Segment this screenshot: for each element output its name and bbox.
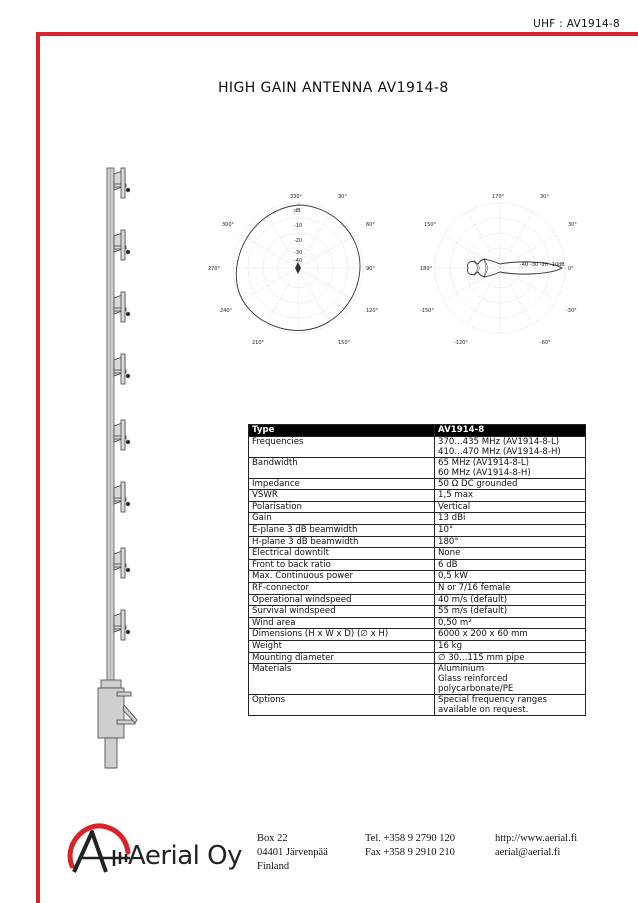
spec-value-line: Vertical [438, 501, 471, 512]
e-angle-label: 150° [338, 340, 351, 346]
spec-row [249, 524, 586, 536]
spec-value [435, 478, 586, 490]
spec-value-line: 6000 x 200 x 60 mm [438, 629, 528, 640]
spec-value [435, 664, 586, 695]
spec-label: Electrical downtilt [249, 548, 435, 560]
spec-label: Mounting diameter [249, 652, 435, 664]
spec-row [249, 536, 586, 548]
spec-value [435, 536, 586, 548]
h-db-label: -10 [550, 262, 559, 268]
h-angle-label: 170° [492, 194, 505, 200]
spec-value [435, 606, 586, 618]
header-label: UHF : AV1914-8 [533, 18, 620, 30]
spec-table [248, 424, 586, 716]
spec-label: Dimensions (H x W x D) (∅ x H) [249, 629, 435, 641]
e-db-label: -30 [294, 250, 303, 256]
spec-row [249, 695, 586, 716]
h-angle-label: -60° [540, 340, 551, 346]
spec-value [435, 548, 586, 560]
e-db-label: -40 [294, 258, 303, 264]
h-angle-label: 150° [424, 222, 437, 228]
spec-value [435, 436, 586, 457]
spec-value-line: Special frequency ranges [438, 695, 547, 706]
address-line: Finland [257, 861, 290, 872]
e-angle-label: 330° [290, 194, 303, 200]
spec-value [435, 652, 586, 664]
spec-row [249, 559, 586, 571]
spec-value-line: 40 m/s (default) [438, 594, 508, 605]
spec-label: Survival windspeed [249, 606, 435, 618]
h-angle-label: -120° [454, 340, 468, 346]
phone-line: Tel. +358 9 2790 120 [365, 833, 456, 844]
e-angle-label: 90° [366, 266, 375, 272]
spec-value-line: 0,5 kW [438, 571, 468, 582]
spec-row [249, 617, 586, 629]
spec-value-line: polycarbonate/PE [438, 684, 514, 695]
spec-value [435, 524, 586, 536]
e-db-label: -10 [294, 223, 303, 229]
spec-value-line: 55 m/s (default) [438, 606, 508, 617]
spec-value [435, 640, 586, 652]
spec-header-type: Type [249, 425, 435, 437]
header-rule [36, 32, 638, 36]
spec-value-line: 1,5 max [438, 490, 474, 501]
spec-value-line: None [438, 548, 461, 559]
h-angle-label: 30° [540, 194, 549, 200]
spec-value [435, 617, 586, 629]
spec-value [435, 594, 586, 606]
spec-value-line: 180° [438, 536, 459, 547]
spec-value [435, 629, 586, 641]
fax-line: Fax +358 9 2910 210 [365, 847, 455, 858]
spec-row [249, 478, 586, 490]
spec-table-header [249, 425, 586, 437]
spec-row [249, 501, 586, 513]
email-link[interactable]: aerial@aerial.fi [495, 847, 561, 858]
spec-value-line: ∅ 30...115 mm pipe [438, 652, 525, 663]
e-plane-polar-diagram [208, 188, 379, 348]
h-angle-label: 0° [568, 266, 574, 272]
website-link[interactable]: http://www.aerial.fi [495, 833, 578, 844]
spec-value-line: 6 dB [438, 559, 458, 570]
spec-value-line: 10° [438, 524, 454, 535]
h-db-label: -30 [530, 262, 539, 268]
spec-value-line: Glass reinforced [438, 674, 508, 685]
spec-value-line: 370...435 MHz (AV1914-8-L) [438, 436, 560, 447]
spec-value [435, 582, 586, 594]
spec-value-line: 60 MHz (AV1914-8-H) [438, 467, 531, 478]
spec-row [249, 640, 586, 652]
spec-value [435, 490, 586, 502]
contact-phone [365, 832, 455, 860]
h-angle-label: -150° [420, 308, 434, 314]
e-angle-label: 30° [338, 194, 347, 200]
spec-row [249, 606, 586, 618]
logo-text: Aerial Oy [128, 841, 243, 871]
spec-row [249, 436, 586, 457]
spec-row [249, 629, 586, 641]
spec-value-line: 65 MHz (AV1914-8-L) [438, 457, 530, 468]
h-angle-label: 30° [568, 222, 577, 228]
spec-label: Front to back ratio [249, 559, 435, 571]
spec-value [435, 571, 586, 583]
spec-value-line: N or 7/16 female [438, 582, 511, 593]
address-line: Box 22 [257, 833, 288, 844]
h-db-label: -20 [540, 262, 549, 268]
e-angle-label: 210° [252, 340, 265, 346]
spec-label: H-plane 3 dB beamwidth [249, 536, 435, 548]
spec-label: Weight [249, 640, 435, 652]
e-angle-label: 60° [366, 222, 375, 228]
spec-label: RF-connector [249, 582, 435, 594]
spec-row [249, 548, 586, 560]
spec-row [249, 457, 586, 478]
spec-row [249, 490, 586, 502]
spec-value [435, 501, 586, 513]
spec-value-line: 0,50 m² [438, 617, 472, 628]
e-angle-label: 120° [366, 308, 379, 314]
h-db-label: dB [558, 262, 565, 268]
spec-label: Polarisation [249, 501, 435, 513]
spec-label: Materials [249, 664, 435, 695]
spec-row [249, 594, 586, 606]
spec-value-line: 16 kg [438, 640, 463, 651]
side-rule [36, 32, 40, 903]
contact-address [257, 832, 328, 874]
spec-row [249, 664, 586, 695]
spec-label: Operational windspeed [249, 594, 435, 606]
e-db-label: -20 [294, 238, 303, 244]
spec-row [249, 652, 586, 664]
spec-label: Wind area [249, 617, 435, 629]
aerial-logo [66, 822, 130, 882]
spec-value [435, 695, 586, 716]
spec-label: Options [249, 695, 435, 716]
e-db-label: dB [294, 208, 301, 214]
address-line: 04401 Järvenpää [257, 847, 328, 858]
spec-label: Max. Continuous power [249, 571, 435, 583]
h-db-label: -40 [520, 262, 529, 268]
e-angle-label: 300° [222, 222, 235, 228]
spec-row [249, 571, 586, 583]
h-plane-polar-diagram [420, 188, 580, 348]
spec-label: Bandwidth [249, 457, 435, 478]
spec-header-model: AV1914-8 [435, 425, 586, 437]
e-angle-label: 240° [220, 308, 233, 314]
spec-label: Gain [249, 513, 435, 525]
spec-label: VSWR [249, 490, 435, 502]
h-angle-label: 180° [420, 266, 433, 272]
spec-value [435, 559, 586, 571]
spec-row [249, 513, 586, 525]
spec-label: E-plane 3 dB beamwidth [249, 524, 435, 536]
spec-value [435, 513, 586, 525]
spec-value-line: 410...470 MHz (AV1914-8-H) [438, 446, 561, 457]
h-angle-label: -30° [566, 308, 577, 314]
spec-value-line: available on request. [438, 705, 529, 716]
spec-value [435, 457, 586, 478]
spec-label: Frequencies [249, 436, 435, 457]
spec-value-line: 50 Ω DC grounded [438, 478, 518, 489]
contact-web [495, 832, 577, 860]
antenna-illustration [95, 160, 145, 770]
spec-value-line: 13 dBi [438, 513, 466, 524]
page-title: HIGH GAIN ANTENNA AV1914-8 [218, 80, 449, 96]
spec-label: Impedance [249, 478, 435, 490]
e-angle-label: 270° [208, 266, 221, 272]
spec-row [249, 582, 586, 594]
spec-value-line: Aluminium [438, 664, 485, 675]
